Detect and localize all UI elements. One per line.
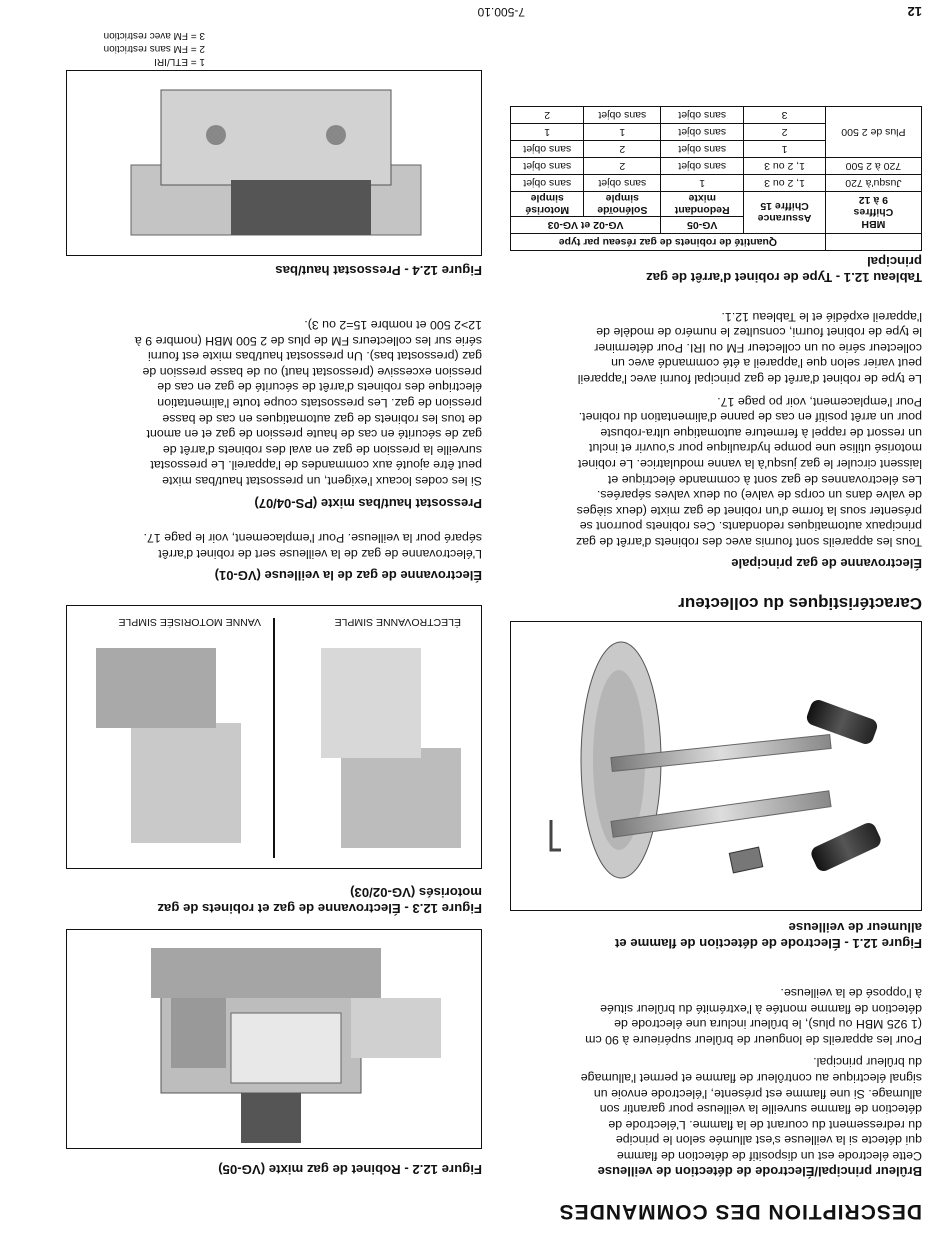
pilot-valve-heading: Électrovanne de gaz de la veilleuse (VG-01) <box>214 568 482 583</box>
table-12-1-caption: Tableau 12.1 - Type de robinet d'arrêt de gaz principal <box>646 254 922 285</box>
table-header-assurance: Assurance Chiffre 15 <box>744 192 826 234</box>
figure-12-2-image <box>66 929 482 1149</box>
pressure-switch-paragraph: Si les codes locaux l'exigent, un pressostat haut/bas mixte peut être ajouté aux commandes de l'appareil. Le pressostat surveille la pression de gaz en aval des robinets d'arrêt de gaz de sécurité en cas de haute pression de gaz et en amont de tous les robinets de gaz automatiques en cas de basse pression de gaz. Les pressostats coupe toute l'alimentation électrique des robinets d'arrêt de sécurité de gaz en cas de pression excessive (pressostat haut) ou de basse pression de gaz (pressostat bas). Un pressostat haut/bas mixte est fourni série sur les collecteurs FM de plus de 2 500 MBH (nombre 9 à 12>2 500 et nombre 15=2 ou 3). <box>134 318 482 488</box>
table-header-mbh: MBH Chiffres 9 à 12 <box>825 192 921 234</box>
main-gas-valve-paragraph-2: Le type de robinet d'arrêt de gaz principal fourni avec l'appareil peut varier selon que l'appareil a été commandé avec un collecteur série ou un collecteur FM ou IRI. Pour déterminer le type de robinet fourni, consultez le numéro de modèle de l'appareil expédié et le Tableau 12.1. <box>577 309 922 387</box>
table-header-motorized: Motorisé simple <box>511 192 585 217</box>
table-row: Plus de 2 500 1 sans objet 2 sans objet <box>511 141 922 158</box>
table-group-header: Quantité de robinets de gaz réseau par type <box>511 234 826 251</box>
pressure-switch-photo <box>67 71 481 255</box>
figure-12-3-label-solenoid: ÉLECTROVANNE SIMPLE <box>334 616 461 628</box>
flame-electrode-drawing <box>511 622 921 910</box>
table-row: 720 à 2 500 1, 2 ou 3 sans objet 2 sans objet <box>511 158 922 175</box>
valve-type-table <box>510 106 922 251</box>
table-header-redundant: Redondant mixte <box>661 192 744 217</box>
pilot-burner-heading: Brûleur principal/Électrode de détection de veilleuse <box>597 1164 922 1179</box>
table-header-vg0203: VG-02 et VG-03 <box>511 217 661 234</box>
table-row: 2 sans objet 1 1 <box>511 124 922 141</box>
main-gas-valve-paragraph-1: Tous les appareils sont fournis avec des robinets d'arrêt de gaz principaux automatiques redondants. Ces robinets pourront se présenter sous la forme d'un robinet de gaz mixte (deux sièges de valve dans un corps de valve) ou deux valves séparées. Les électrovannes de gaz sont à commande électrique et laissent circuler le gaz jusqu'à la vanne modulatrice. Le robinet motorisé utilise une pompe hydraulique pour s'ouvrir et inclut un ressort de rappel à fermeture automatique ultra-robuste pour un arrêt positif en cas de panne d'alimentation du robinet. Pour l'emplacement, voir po page 17. <box>575 394 922 549</box>
combination-gas-valve-photo <box>67 930 481 1148</box>
pilot-valve-section <box>32 530 482 583</box>
pressure-switch-heading: Pressostat haut/bas mixte (PS-04/07) <box>254 496 482 511</box>
figure-12-1-image <box>510 621 922 911</box>
table-row: 3 sans objet sans objet 2 <box>511 107 922 124</box>
main-gas-valve-heading: Électrovanne de gaz principale <box>731 556 922 571</box>
table-row: Jusqu'à 720 1, 2 ou 3 1 sans objet sans objet <box>511 175 922 192</box>
figure-12-3-label-motorized: VANNE MOTORISÉE SIMPLE <box>118 616 261 628</box>
pilot-burner-section <box>510 984 922 1179</box>
page-number: 12 <box>907 4 922 19</box>
page-title: DESCRIPTION DES COMMANDES <box>558 1200 922 1223</box>
pilot-valve-paragraph: L'électrovanne de gaz de la veilleuse sert de robinet d'arrêt séparé pour la veilleuse. Pour l'emplacement, voir le page 17. <box>143 531 482 561</box>
figure-12-3-caption: Figure 12.3 - Électrovanne de gaz et robinets de gaz motorisés (VG-02/03) <box>157 885 482 916</box>
solenoid-and-motorized-valve-photo <box>67 606 481 868</box>
table-header-solenoid: Solénoïde simple <box>584 192 661 217</box>
figure-12-4-caption: Figure 12.4 - Pressostat haut/bas <box>275 263 482 278</box>
document-number: 7-500.10 <box>477 5 525 19</box>
pressure-switch-section <box>32 316 482 511</box>
figure-12-1-caption: Figure 12.1 - Électrode de détection de flamme et allumeur de veilleuse <box>614 920 922 951</box>
figure-12-4-image <box>66 70 482 256</box>
pilot-burner-paragraph-2: Pour les appareils de longueur de brûleur supérieure à 90 cm (1 925 MBH ou plus), le brûleur inclura une électrode de détection de flamme montée à l'extrémité du brûleur située à l'opposé de la veilleuse. <box>585 986 922 1047</box>
table-header-vg05: VG-05 <box>661 217 744 234</box>
manifold-features-title: Caractéristiques du collecteur <box>678 594 922 613</box>
figure-12-3-image <box>66 605 482 869</box>
table-footnote: 1 = ETL/IRI 2 = FM sans restriction 3 = FM avec restriction <box>103 30 205 67</box>
figure-12-2-caption: Figure 12.2 - Robinet de gaz mixte (VG-05) <box>218 1162 482 1177</box>
pilot-burner-paragraph-1: Cette électrode est un dispositif de détection de flamme qui détecte si la veilleuse s'est allumée selon le principe du redressement du courant de la flamme. L'électrode de détection de flamme surveille la veilleuse pour garantir son allumage. Si une flamme est présente, l'électrode envoie un signal électrique au contrôleur de flamme et permet l'allumage du brûleur principal. <box>580 1055 922 1163</box>
main-gas-valve-section <box>510 308 922 571</box>
